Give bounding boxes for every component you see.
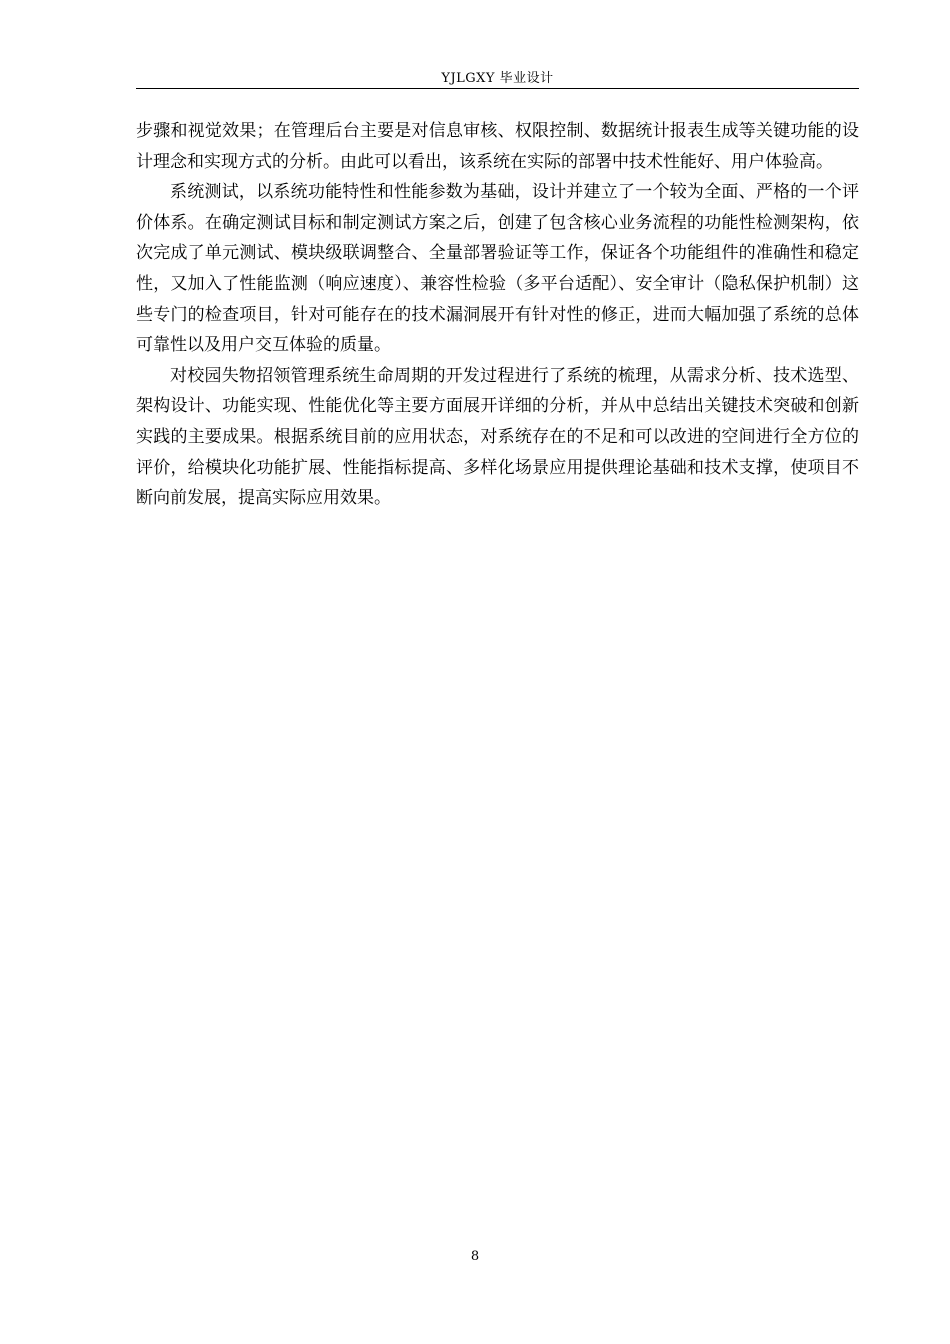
document-body [136,116,859,514]
header-divider [136,88,859,89]
paragraph-development-summary: 对校园失物招领管理系统生命周期的开发过程进行了系统的梳理，从需求分析、技术选型、架构设计、功能实现、性能优化等主要方面展开详细的分析，并从中总结出关键技术突破和创新实践的主要成果。根据系统目前的应用状态，对系统存在的不足和可以改进的空间进行全方位的评价，给模块化功能扩展、性能指标提高、多样化场景应用提供理论基础和技术支撑，使项目不断向前发展，提高实际应用效果。 [136,365,859,509]
paragraph-continuation: 步骤和视觉效果；在管理后台主要是对信息审核、权限控制、数据统计报表生成等关键功能的设计理念和实现方式的分析。由此可以看出，该系统在实际的部署中技术性能好、用户体验高。 [136,121,859,172]
page-header: YJLGXY 毕业设计 [441,71,554,86]
page-number: 8 [470,1249,480,1264]
paragraph-system-testing: 系统测试，以系统功能特性和性能参数为基础，设计并建立了一个较为全面、严格的一个评价体系。在确定测试目标和制定测试方案之后，创建了包含核心业务流程的功能性检测架构，依次完成了单元测试、模块级联调整合、全量部署验证等工作，保证各个功能组件的准确性和稳定性，又加入了性能监测（响应速度）、兼容性检验（多平台适配）、安全审计（隐私保护机制）这些专门的检查项目，针对可能存在的技术漏洞展开有针对性的修正，进而大幅加强了系统的总体可靠性以及用户交互体验的质量。 [136,182,859,356]
